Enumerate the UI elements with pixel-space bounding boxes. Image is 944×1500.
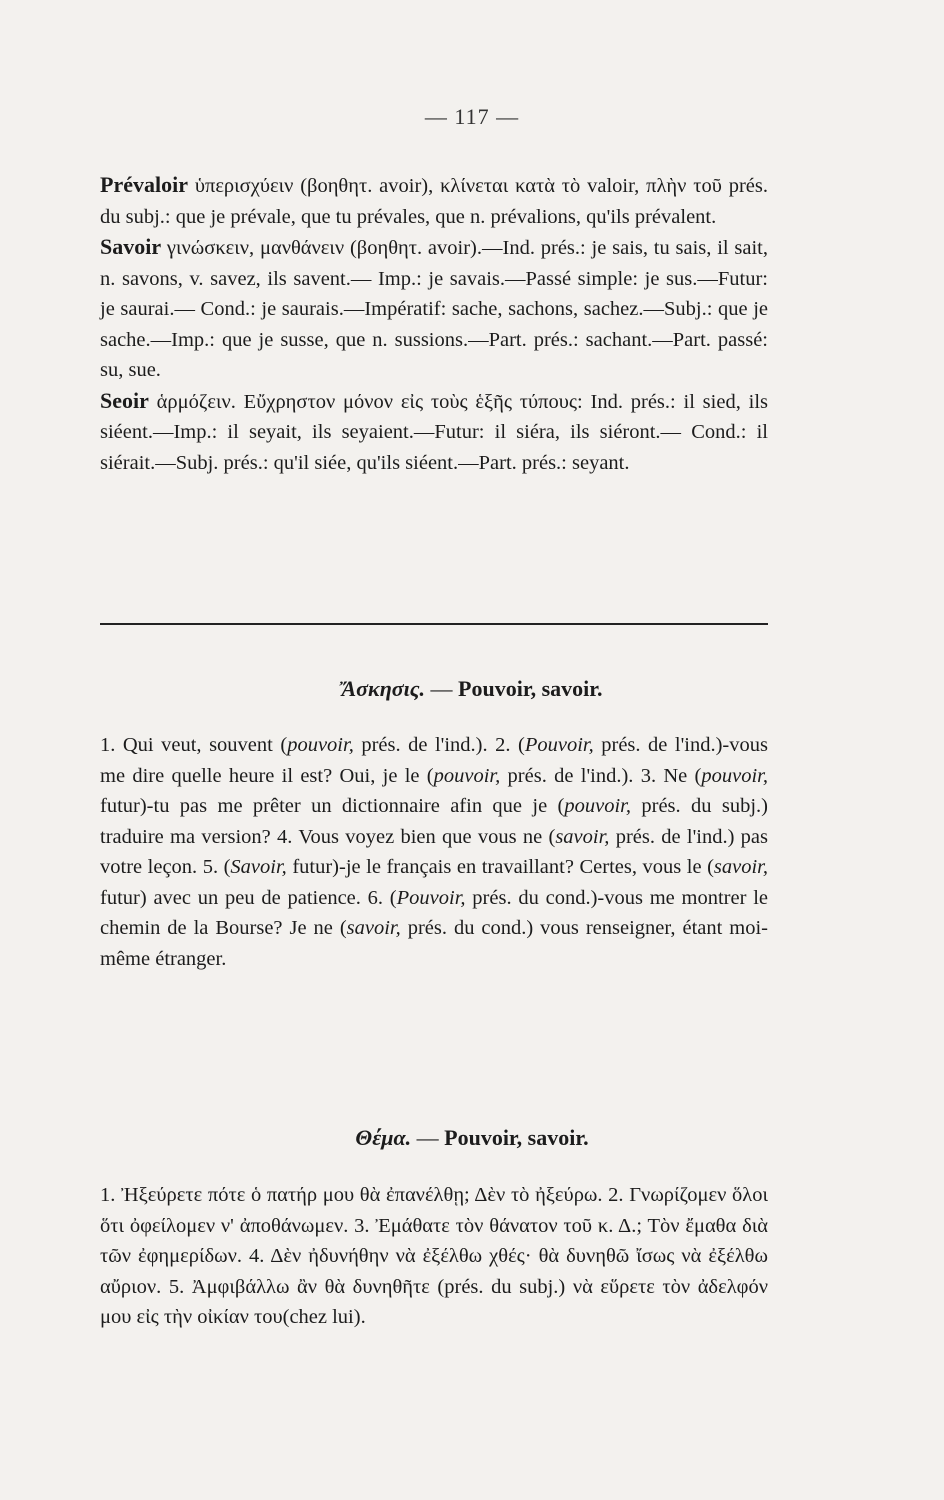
verb-prompt: Pouvoir, — [396, 886, 466, 909]
exercise-segment: prés. du cond.) vous renseigner, étant moi-même étranger. — [100, 917, 768, 970]
verb-prompt: savoir, — [713, 856, 768, 878]
heading-separator: — — [411, 1125, 445, 1150]
exercise-segment: futur)-tu pas me prêter un dictionnaire afin que je ( — [100, 795, 565, 817]
page-number: — 117 — — [424, 104, 520, 129]
theme-body — [100, 1180, 768, 1333]
headword: Savoir — [100, 234, 162, 259]
exercise-label-greek: Ἄσκησις. — [341, 676, 426, 701]
exercise-label-french: Pouvoir, savoir. — [458, 676, 603, 701]
entry-text: ὑπερισχύειν (βοηθητ. avoir), κλίνεται κατὰ τὸ valoir, πλὴν τοῦ prés. du subj.: que je prévale, que tu prévales, que n. prévalions, qu'ils prévalent. — [100, 175, 768, 228]
exercise-segment: prés. de l'ind.) pas votre leçon. 5. ( — [100, 825, 769, 878]
theme-text: 1. Ἠξεύρετε πότε ὁ πατήρ μου θὰ ἐπανέλθῃ; Δὲν τὸ ἠξεύρω. 2. Γνωρίζομεν ὅλοι ὅτι ὀφείλομεν ν' ἀποθάνωμεν. 3. Ἐμάθατε τὸν θάνατον τοῦ κ. Δ.; Τὸν ἔμαθα διὰ τῶν ἐφημερίδων. 4. Δὲν ἠδυνήθην νὰ ἐξέλθω χθές· θὰ δυνηθῶ ἴσως νὰ ἐξέλθω αὔριον. 5. Ἀμφιβάλλω ἂν θὰ δυνηθῆτε (prés. du subj.) νὰ εὕρετε τὸν ἀδελφόν μου εἰς τὴν οἰκίαν του(chez lui). — [100, 1184, 768, 1328]
section-divider — [100, 623, 768, 625]
exercise-segment: futur)-je le français en travaillant? Certes, vous le ( — [286, 856, 714, 878]
exercise-segment: prés. de l'ind.). 3. Ne ( — [500, 764, 702, 787]
verb-prompt: savoir, — [555, 825, 610, 848]
headword: Prévaloir — [100, 172, 188, 197]
verb-prompt: pouvoir, — [433, 764, 501, 787]
exercise-heading — [0, 676, 944, 702]
exercise-segment: prés. du subj.) traduire ma version? 4. Vous voyez bien que vous ne ( — [100, 795, 768, 848]
verb-entries — [100, 170, 768, 478]
verb-prompt: pouvoir, — [701, 764, 768, 787]
entry-text: γινώσκειν, μανθάνειν (βοηθητ. avoir).—Ind. prés.: je sais, tu sais, il sait, n. savons, v. savez, ils savent.— Imp.: je savais.—Passé simple: je sus.—Futur: je saurai.— Cond.: je saurais.—Impératif: sache, sachons, sachez.—Subj.: que je sache.—Imp.: que je susse, que n. sussions.—Part. prés.: sachant.—Part. passé: su, sue. — [100, 237, 768, 381]
verb-prompt: pouvoir, — [564, 795, 631, 817]
entry-prevaloir — [100, 170, 768, 232]
exercise-segment: prés. du cond.)-vous me montrer le chemin de la Bourse? Je ne ( — [100, 886, 768, 939]
verb-prompt: pouvoir, — [287, 734, 354, 756]
verb-prompt: Savoir, — [230, 856, 287, 878]
exercise-text — [100, 730, 768, 974]
exercise-segment: 1. Qui veut, souvent ( — [100, 734, 288, 756]
exercise-segment: prés. de l'ind.). 2. ( — [353, 734, 525, 756]
exercise-segment: prés. de l'ind.)-vous me dire quelle heure il est? Oui, je le ( — [100, 734, 768, 787]
verb-prompt: savoir, — [346, 917, 401, 939]
theme-heading — [0, 1125, 944, 1151]
entry-text: ἁρμόζειν. Εὔχρηστον μόνον εἰς τοὺς ἑξῆς τύπους: Ind. prés.: il sied, ils siéent.—Imp.: il seyait, ils seyaient.—Futur: il siéra, ils siéront.— Cond.: il siérait.—Subj. prés.: qu'il siée, qu'ils siéent.—Part. prés.: seyant. — [100, 390, 768, 474]
theme-label-french: Pouvoir, savoir. — [444, 1125, 589, 1150]
entry-seoir — [100, 386, 768, 479]
heading-separator: — — [425, 676, 459, 701]
exercise-segment: futur) avec un peu de patience. 6. ( — [100, 886, 397, 909]
theme-label-greek: Θέμα. — [355, 1125, 412, 1150]
verb-prompt: Pouvoir, — [524, 734, 594, 756]
entry-savoir — [100, 232, 768, 386]
exercise-body — [100, 730, 768, 974]
headword: Seoir — [100, 387, 149, 413]
